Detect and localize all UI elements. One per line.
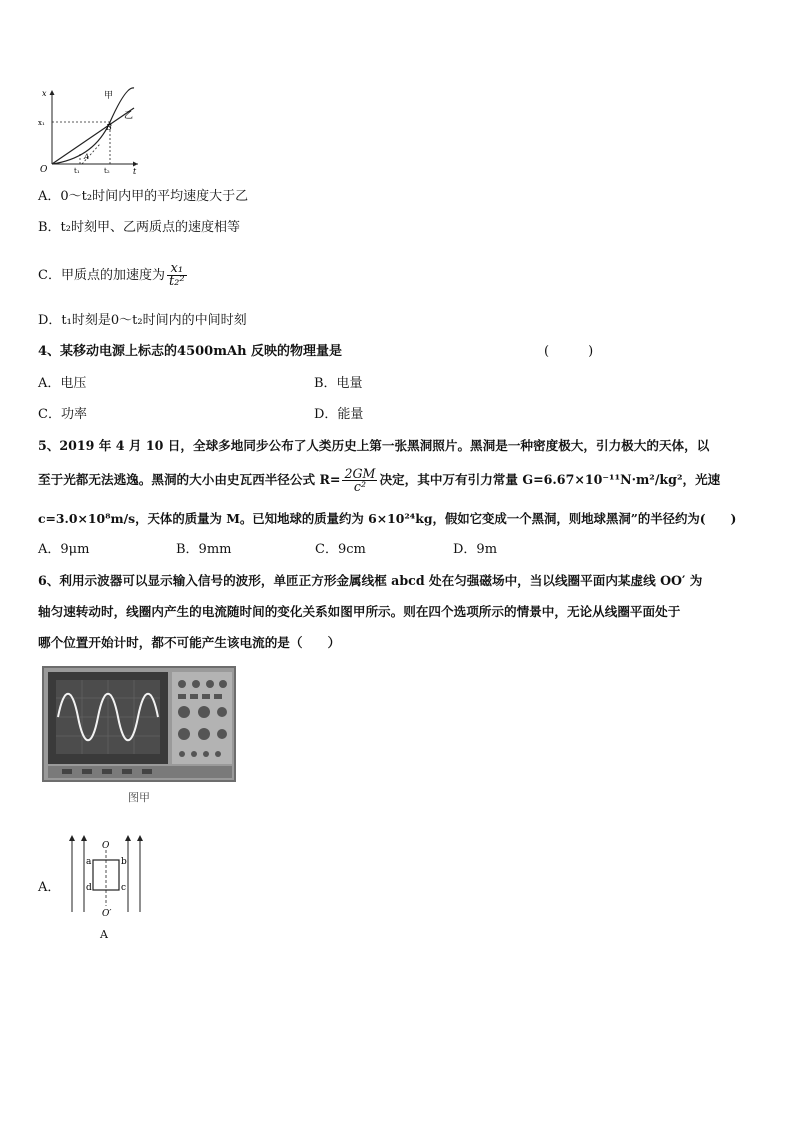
option-a-diagram xyxy=(62,832,152,922)
q4-option-c: C．功率 xyxy=(38,407,87,422)
q4-stem: 4、某移动电源上标志的4500mAh 反映的物理量是 xyxy=(38,344,343,359)
option-a-caption: A xyxy=(100,928,108,941)
frame-a-label: a xyxy=(86,857,92,867)
q4-answer-paren: ( ) xyxy=(544,344,594,359)
q5-option-c: C．9cm xyxy=(315,542,366,557)
t-axis-label: t xyxy=(133,167,137,174)
fraction-denominator: t₂² xyxy=(168,274,185,289)
q6-line-3: 哪个位置开始计时，都不可能产生该电流的是（ ） xyxy=(38,635,341,650)
t1-label: t₁ xyxy=(74,167,80,174)
q5-option-b: B．9mm xyxy=(176,542,232,557)
frame-c-label: c xyxy=(121,883,127,893)
oscilloscope-photo xyxy=(42,666,236,782)
fraction-numerator: x₁ xyxy=(167,263,187,276)
q5-line-2 xyxy=(38,462,720,498)
q4-option-d: D．能量 xyxy=(314,407,364,422)
origin-label: O xyxy=(40,165,48,174)
axis-top-label: O xyxy=(102,841,110,851)
label-jia: 甲 xyxy=(104,91,114,101)
photo-caption: 图甲 xyxy=(128,791,150,804)
q3-option-a: A．0～t₂时间内甲的平均速度大于乙 xyxy=(38,189,249,204)
q5-option-a: A．9μm xyxy=(38,542,90,557)
point-A-label: A xyxy=(84,153,90,161)
line-yi xyxy=(52,108,134,164)
fraction-numerator: 2GM xyxy=(344,466,376,481)
q6-option-a-label: A． xyxy=(38,880,61,895)
q3-option-c xyxy=(38,258,189,294)
q5-line-2-b: 决定，其中万有引力常量 G=6.67×10⁻¹¹N·m²/kg²，光速 xyxy=(379,472,721,487)
point-B-label: B xyxy=(106,123,112,132)
q4-option-a: A．电压 xyxy=(38,376,87,391)
fraction-denominator: c² xyxy=(353,479,366,494)
q4-option-b: B．电量 xyxy=(314,376,363,391)
x1-label: x₁ xyxy=(38,119,45,127)
axis-bottom-label: O′ xyxy=(102,909,112,919)
label-yi: 乙 xyxy=(124,111,134,121)
t-axis-arrow xyxy=(133,162,138,167)
schwarzschild-fraction xyxy=(342,468,377,493)
q5-line-1: 5、2019 年 4 月 10 日，全球多地同步公布了人类历史上第一张黑洞照片。黑洞是一种密度极大，引力极大的天体，以 xyxy=(38,438,710,453)
x-t-graph xyxy=(34,86,144,174)
q6-line-1: 6、利用示波器可以显示输入信号的波形，单匝正方形金属线框 abcd 处在匀强磁场中，当以线圈平面内某虚线 OO′ 为 xyxy=(38,573,703,588)
x-axis-arrow xyxy=(50,90,55,95)
t2-label: t₂ xyxy=(104,167,110,174)
q5-line-2-a: 至于光都无法逃逸。黑洞的大小由史瓦西半径公式 R= xyxy=(38,472,341,487)
q3-option-c-text: C．甲质点的加速度为 xyxy=(38,268,165,283)
curve-jia xyxy=(52,88,134,164)
q3-option-d: D．t₁时刻是0～t₂时间内的中间时刻 xyxy=(38,313,247,328)
frame-b-label: b xyxy=(121,857,127,867)
q3-option-b: B．t₂时刻甲、乙两质点的速度相等 xyxy=(38,220,240,235)
frame-d-label: d xyxy=(86,883,92,893)
q6-line-2: 轴匀速转动时，线圈内产生的电流随时间的变化关系如图甲所示。则在四个选项所示的情景中，无论从线圈平面处于 xyxy=(38,604,681,619)
q3-option-c-fraction xyxy=(167,263,187,288)
q5-option-d: D．9m xyxy=(453,542,498,557)
q5-line-3: c=3.0×10⁸m/s，天体的质量为 M。已知地球的质量约为 6×10²⁴kg，假如它变成一个黑洞，则地球黑洞”的半径约为( ) xyxy=(38,511,737,526)
x-axis-label: x xyxy=(42,89,47,98)
